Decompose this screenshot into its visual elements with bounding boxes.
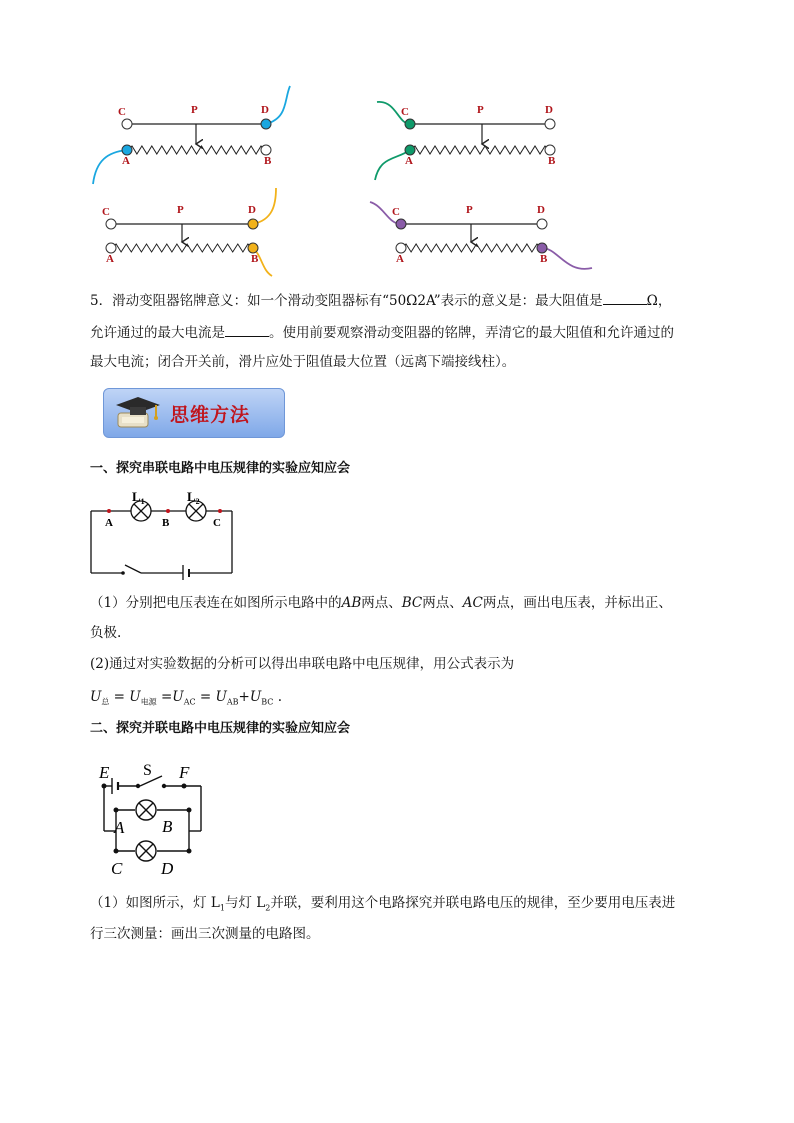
series-circuit-diagram bbox=[85, 485, 245, 580]
section1-question1-cont: 负极. bbox=[90, 625, 122, 641]
item5-line1 bbox=[90, 290, 671, 311]
terminal-b bbox=[248, 243, 258, 253]
lamp-l1-label: $L_1$ bbox=[132, 489, 145, 506]
lamp-l2-label: $L_2$ bbox=[187, 489, 200, 506]
label-b: B bbox=[548, 155, 556, 167]
point-a-label: A bbox=[114, 818, 125, 837]
method-banner bbox=[103, 388, 285, 438]
question-text: （1）分别把电压表连在如图所示电路中的 bbox=[90, 595, 342, 611]
terminal-b bbox=[537, 243, 547, 253]
label-p: P bbox=[177, 204, 184, 216]
rheostat-diagram-3 bbox=[102, 188, 276, 276]
label-b: B bbox=[264, 155, 272, 167]
label-p: P bbox=[466, 204, 473, 216]
terminal-c bbox=[396, 219, 406, 229]
item5-text: 5．滑动变阻器铭牌意义：如一个滑动变阻器标有“50Ω2A”表示的意义是：最大阻值是 bbox=[90, 293, 603, 309]
item5-text: 。使用前要观察滑动变阻器的铭牌，弄清它的最大阻值和允许通过的 bbox=[269, 325, 674, 341]
label-a: A bbox=[122, 155, 130, 167]
answer-blank-resistance[interactable] bbox=[603, 290, 647, 305]
point-c-label: C bbox=[111, 859, 123, 878]
label-c: C bbox=[102, 206, 110, 218]
section1-question2: (2)通过对实验数据的分析可以得出串联电路中电压规律，用公式表示为 bbox=[90, 656, 515, 672]
label-a: A bbox=[396, 253, 404, 265]
section2-question1: （1）如图所示，灯 $L_1$与灯 $L_2$并联，要利用这个电路探究并联电路电压的规律，至少要用电压表进 bbox=[90, 895, 676, 913]
section1-question1 bbox=[90, 593, 672, 613]
item5-unit: Ω， bbox=[646, 293, 672, 309]
label-p: P bbox=[191, 104, 198, 116]
terminal-c bbox=[122, 119, 132, 129]
parallel-circuit-diagram bbox=[88, 758, 218, 878]
section2-question1-cont: 行三次测量：画出三次测量的电路图。 bbox=[90, 926, 320, 942]
label-d: D bbox=[248, 204, 256, 216]
terminal-a bbox=[122, 145, 132, 155]
terminal-c bbox=[405, 119, 415, 129]
label-c: C bbox=[401, 106, 409, 118]
item5-text: 允许通过的最大电流是 bbox=[90, 325, 225, 341]
terminal-d bbox=[545, 119, 555, 129]
terminal-a bbox=[405, 145, 415, 155]
rheostat-diagram-2 bbox=[375, 102, 556, 180]
terminal-f-label: F bbox=[179, 763, 190, 782]
terminal-c bbox=[106, 219, 116, 229]
point-c-label: C bbox=[213, 517, 221, 529]
terminal-d bbox=[248, 219, 258, 229]
label-b: B bbox=[251, 253, 259, 265]
switch-s-label: S bbox=[143, 762, 152, 779]
answer-blank-current[interactable] bbox=[225, 322, 269, 337]
point-b-label: B bbox=[162, 817, 173, 836]
terminal-d bbox=[537, 219, 547, 229]
label-d: D bbox=[261, 104, 269, 116]
rheostat-diagram-1 bbox=[93, 86, 290, 184]
label-d: D bbox=[545, 104, 553, 116]
terminal-e-label: E bbox=[99, 763, 110, 782]
label-d: D bbox=[537, 204, 545, 216]
banner-title: 思维方法 bbox=[170, 404, 251, 426]
section1-heading: 一、探究串联电路中电压规律的实验应知应会 bbox=[90, 461, 351, 476]
question-text: 两点、 bbox=[422, 595, 463, 611]
ac-label: AC bbox=[462, 595, 483, 611]
question-text: 两点，画出电压表，并标出正、 bbox=[482, 595, 672, 611]
terminal-d bbox=[261, 119, 271, 129]
label-p: P bbox=[477, 104, 484, 116]
question-text: 两点、 bbox=[361, 595, 402, 611]
section2-heading: 二、探究并联电路中电压规律的实验应知应会 bbox=[90, 721, 351, 736]
item5-line2 bbox=[90, 322, 674, 343]
point-d-label: D bbox=[161, 859, 174, 878]
terminal-a bbox=[106, 243, 116, 253]
graduation-cap-icon bbox=[112, 393, 166, 433]
bc-label: BC bbox=[401, 595, 423, 611]
item5-line3: 最大电流；闭合开关前，滑片应处于阻值最大位置（远离下端接线柱）。 bbox=[90, 354, 516, 370]
ab-label: AB bbox=[341, 595, 362, 611]
label-c: C bbox=[118, 106, 126, 118]
voltage-formula: $U_总 = U_{电源} =U_{AC} = U_{AB}+U_{BC}$ . bbox=[90, 689, 282, 707]
point-b-label: B bbox=[162, 517, 170, 529]
rheostat-diagrams bbox=[0, 0, 794, 280]
label-c: C bbox=[392, 206, 400, 218]
label-a: A bbox=[106, 253, 114, 265]
rheostat-diagram-4 bbox=[370, 202, 592, 269]
label-b: B bbox=[540, 253, 548, 265]
point-a-label: A bbox=[105, 517, 113, 529]
label-a: A bbox=[405, 155, 413, 167]
terminal-b bbox=[545, 145, 555, 155]
terminal-a bbox=[396, 243, 406, 253]
terminal-b bbox=[261, 145, 271, 155]
